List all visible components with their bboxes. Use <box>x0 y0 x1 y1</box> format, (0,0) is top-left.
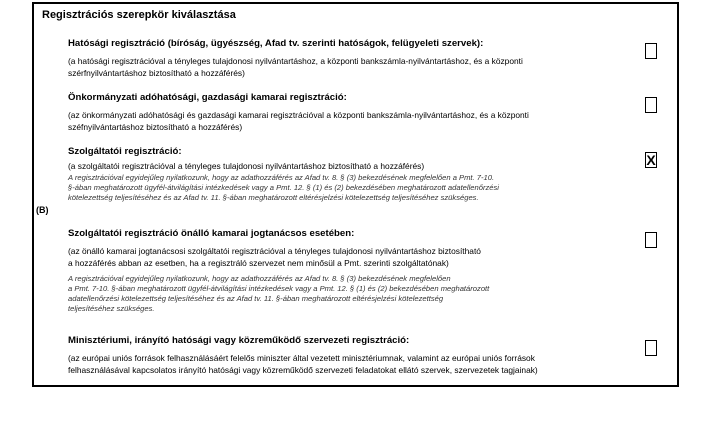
statement-line: kötelezettség teljesítéséhez és az Afad tv. 11. §-ában meghatározott eltérésjelzési kötelezettség teljesítéséhez szükséges. <box>68 192 479 202</box>
checkbox-jogtanacsos[interactable] <box>645 232 657 248</box>
section-label: (B) <box>36 205 49 215</box>
panel-title: Regisztrációs szerepkör kiválasztása <box>42 9 236 21</box>
role-title: Hatósági regisztráció (bíróság, ügyészség, Afad tv. szerinti hatóságok, felügyeleti szervek): <box>68 38 484 49</box>
registration-role-panel <box>32 2 679 387</box>
role-item-miniszteriumi <box>68 335 588 376</box>
description-line: (a hatósági regisztrációval a tényleges tulajdonosi nyilvántartáshoz, a központi bankszámla-nyilvántartáshoz, és a központi <box>68 56 523 66</box>
description-line: (az európai uniós források felhasználásáért felelős miniszter által vezetett minisztériumnak, valamint az európai uniós források <box>68 353 535 363</box>
statement-line: a Pmt. 7-10. §-ában meghatározott ügyfél-átvilágítási intézkedések vagy a Pmt. 12. § (1) és (2) bekezdésében meghatározott <box>68 284 490 293</box>
role-description <box>68 110 588 133</box>
role-description <box>68 56 588 79</box>
checkbox-onkormanyzati[interactable] <box>645 97 657 113</box>
role-item-szolgaltatoi <box>68 146 588 203</box>
statement-line: teljesítéséhez szükséges. <box>68 304 155 313</box>
checkbox-miniszteriumi[interactable] <box>645 340 657 356</box>
role-item-hatosagi <box>68 38 588 79</box>
role-title: Szolgáltatói regisztráció: <box>68 146 182 157</box>
description-line: a hozzáférés abban az esetben, ha a regisztráló szervezet nem minősül a Pmt. szerinti szolgáltatónak) <box>68 257 449 268</box>
checkbox-szolgaltatoi[interactable]: X <box>646 152 656 168</box>
description-line: szérfnyilvántartáshoz biztosítható a hozzáférés) <box>68 67 245 78</box>
role-description <box>68 353 588 376</box>
statement-line: A regisztrációval egyidejűleg nyilatkozunk, hogy az adathozzáférés az Afad tv. 8. § (3) bekezdésének megfelelően a Pmt. 7-10. <box>68 172 495 182</box>
role-item-onkormanyzati <box>68 92 588 133</box>
checkbox-hatosagi[interactable] <box>645 43 657 59</box>
statement-line: A regisztrációval egyidejűleg nyilatkozunk, hogy az adathozzáférés az Afad tv. 8. § (3) bekezdésének megfelelően <box>68 274 451 283</box>
role-statement <box>68 274 588 314</box>
statement-line: adatellenőrzési kötelezettség teljesítéséhez és az Afad tv. 11. §-ában meghatározott eltérésjelzési kötelezettség <box>68 294 444 303</box>
description-line: (a szolgáltatói regisztrációval a tényleges tulajdonosi nyilvántartáshoz biztosítható a hozzáférés) <box>68 161 425 171</box>
statement-line: §-ában meghatározott ügyfél-átvilágítási intézkedések vagy a Pmt. 12. § (1) és (2) bekezdésében meghatározott adatellenőrzési <box>68 182 499 192</box>
description-line: felhasználásával kapcsolatos irányító hatósági vagy közreműködő szervezeti feladatokat ellátó szervek, szervezetek tagjainak) <box>68 364 538 375</box>
role-title: Minisztériumi, irányító hatósági vagy közreműködő szervezeti regisztráció: <box>68 335 410 346</box>
role-title: Szolgáltatói regisztráció önálló kamarai jogtanácsos esetében: <box>68 228 355 239</box>
description-line: széfnyilvántartáshoz biztosítható a hozzáférés) <box>68 121 243 132</box>
role-item-jogtanacsos <box>68 228 588 314</box>
role-description <box>68 246 588 269</box>
description-line: (az önkormányzati adóhatósági és gazdasági kamarai regisztrációval a központi bankszámla-nyilvántartáshoz, és a központi <box>68 110 529 120</box>
role-description <box>68 161 588 173</box>
role-title: Önkormányzati adóhatósági, gazdasági kamarai regisztráció: <box>68 92 347 103</box>
role-statement <box>68 173 588 203</box>
description-line: (az önálló kamarai jogtanácsosi szolgáltatói regisztrációval a tényleges tulajdonosi nyilvántartáshoz biztosítható <box>68 246 481 256</box>
